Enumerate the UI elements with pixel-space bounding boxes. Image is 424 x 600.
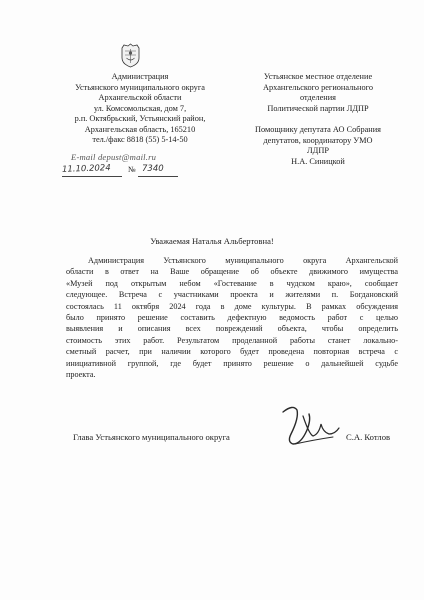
body-line: состоялась 11 октября 2024 года в доме культуры. В рамках обсуждения bbox=[66, 301, 398, 311]
body-line: сметный расчет, при наличии которого будет проведена повторная встреча с bbox=[66, 347, 398, 357]
sender-line: тел./факс 8818 (55) 5-14-50 bbox=[92, 135, 188, 144]
registration-date: 11.10.2024 bbox=[61, 163, 111, 175]
addressee-person-line: депутатов, координатору УМО bbox=[263, 135, 373, 145]
coat-of-arms-icon bbox=[120, 43, 141, 68]
body-line: «Музей под открытым небом «Гостевание в чудском краю», сообщает bbox=[66, 278, 398, 288]
registration-number-label: № bbox=[128, 165, 136, 174]
body-line: инициативной группой, где будет принято решение о дальнейшей судьбе bbox=[66, 358, 398, 368]
addressee-org-line: Архангельского регионального bbox=[263, 82, 373, 92]
body-line: следующее. Встреча с участниками проекта и жителями п. Богдановский bbox=[66, 290, 398, 300]
addressee-person-line: Помощнику депутата АО Собрания bbox=[254, 125, 382, 134]
sender-block bbox=[52, 72, 228, 146]
letter-body bbox=[66, 255, 398, 380]
addressee-org-line: Устьянское местное отделение bbox=[263, 72, 373, 81]
date-underline bbox=[62, 176, 122, 177]
addressee-block bbox=[248, 72, 388, 167]
sender-line: ул. Комсомольская, дом 7, bbox=[93, 103, 187, 113]
sender-line: Администрация bbox=[111, 72, 169, 81]
registration-line bbox=[62, 164, 180, 180]
addressee-person-line: Н.А. Синицкой bbox=[291, 156, 345, 166]
body-line: Администрация Устьянского муниципального округа Архангельской bbox=[88, 256, 398, 265]
body-line: области в ответ на Ваше обращение об объекте движимого имущества bbox=[66, 267, 398, 277]
body-line: проекта. bbox=[66, 370, 96, 380]
addressee-org-line: Политической партии ЛДПР bbox=[267, 103, 369, 113]
body-line: было принято решение составить дефектную ведомость работ с целью bbox=[66, 313, 398, 323]
addressee-person-line: ЛДПР bbox=[307, 146, 329, 155]
sender-line: Архангельская область, 165210 bbox=[84, 124, 196, 134]
registration-number: 7340 bbox=[142, 164, 164, 174]
sender-line: Устьянского муниципального округа bbox=[75, 82, 205, 92]
salutation: Уважаемая Наталья Альбертовна! bbox=[150, 236, 274, 246]
body-line: выявления и описания всех повреждений объекта, чтобы определить bbox=[66, 324, 398, 334]
signatory-name: С.А. Котлов bbox=[346, 432, 391, 442]
sender-email: E-mail depust@mail.ru bbox=[71, 152, 157, 162]
sender-line: Архангельской области bbox=[98, 93, 182, 102]
handwritten-signature bbox=[273, 404, 343, 452]
body-line: стоимость этих работ. Результатом проделанной работы станет локально- bbox=[66, 335, 398, 345]
signatory-title: Глава Устьянского муниципального округа bbox=[73, 432, 230, 442]
sender-line: р.п. Октябрьский, Устьянский район, bbox=[74, 114, 206, 123]
number-underline bbox=[138, 176, 178, 177]
addressee-org-line: отделения bbox=[300, 93, 336, 102]
